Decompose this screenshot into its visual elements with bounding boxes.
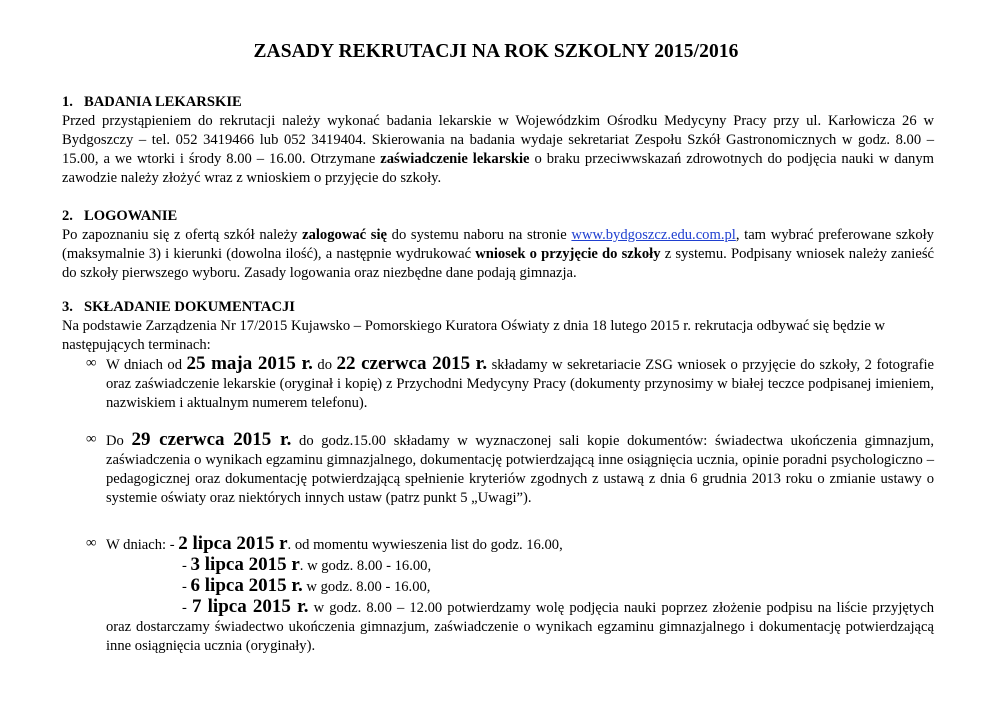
paragraph-bold-text: zaświadczenie lekarskie xyxy=(380,151,530,167)
bullet-icon: ∞ xyxy=(86,431,97,447)
item-text: w godz. 8.00 – 12.00 potwierdzamy wolę podjęcia nauki poprzez złożenie podpisu na liście przyjętych oraz dostarczamy świadectwo ukończenia gimnazjum, zaświadczenie o wynikach egzaminu gimnazjalnego i dokumentację potwierdzającą inne osiągnięcia ucznia (oryginały). xyxy=(106,600,934,654)
section-number: 3. xyxy=(62,299,73,315)
list-item-text xyxy=(106,430,934,508)
paragraph-text: o braku przeciwwskazań zdrowotnych do podjęcia nauki w danym zawodzie należy złożyć wraz z wnioskiem o przyjęcie do szkoły. xyxy=(62,151,934,186)
paragraph-bold-text: wniosek o przyjęcie do szkoły xyxy=(475,246,661,262)
item-text: - xyxy=(182,579,191,595)
section-paragraph xyxy=(62,112,934,188)
list-item xyxy=(86,430,934,508)
page-title: ZASADY REKRUTACJI NA ROK SZKOLNY 2015/2016 xyxy=(253,41,739,62)
list-item-text xyxy=(106,354,934,413)
section-title: LOGOWANIE xyxy=(84,208,178,224)
item-text: - xyxy=(182,600,192,616)
paragraph-bold-text: zalogować się xyxy=(302,227,387,243)
item-text: . od momentu wywieszenia list do godz. 16.00, xyxy=(287,537,563,553)
list-item-text xyxy=(106,534,934,656)
date-highlight: 2 lipca 2015 r xyxy=(178,533,288,554)
item-text: W dniach od xyxy=(106,357,187,373)
bullet-icon: ∞ xyxy=(86,355,97,371)
item-text: - xyxy=(182,558,191,574)
paragraph-text: , tam wybrać preferowane szkoły (maksymalnie 3) i kierunki (dowolna ilość), a następnie wydrukować xyxy=(62,227,934,262)
section-paragraph xyxy=(62,226,934,283)
section-heading xyxy=(62,298,934,317)
recruitment-website-link[interactable]: www.bydgoszcz.edu.com.pl xyxy=(571,227,736,243)
section-number: 2. xyxy=(62,208,73,224)
date-highlight: 29 czerwca 2015 r. xyxy=(131,429,292,450)
section-medical-exams xyxy=(62,93,934,188)
item-text: składamy w sekretariacie ZSG wniosek o przyjęcie do szkoły, 2 fotografie oraz zaświadczenie lekarskie (oryginał i kopię) z Przychodni Medycyny Pracy (dokumenty przynosimy w białej teczce podpisanej imieniem, nazwiskiem i aktualnym numerem telefonu). xyxy=(106,357,935,411)
section-intro: Na podstawie Zarządzenia Nr 17/2015 Kujawsko – Pomorskiego Kuratora Oświaty z dnia 18 lutego 2015 r. rekrutacja odbywać się będzie w następujących terminach: xyxy=(62,318,886,353)
paragraph-text: z systemu. Podpisany wniosek należy zanieść do szkoły pierwszego wyboru. Zasady logowania oraz niezbędne dane podają gimnazja. xyxy=(62,246,934,281)
date-line xyxy=(106,534,934,555)
date-highlight: 25 maja 2015 r. xyxy=(186,353,313,374)
bullet-icon: ∞ xyxy=(86,535,97,551)
paragraph-text: Po zapoznaniu się z ofertą szkół należy xyxy=(62,227,303,243)
item-text: do godz.15.00 składamy w wyznaczonej sali kopie dokumentów: świadectwa ukończenia gimnazjum, zaświadczenia o wynikach egzaminu gimnazjalnego, dokumentację potwierdzającą inne osiągnięcia ucznia, opinie poradni psychologiczno – pedagogicznej oraz dokumentację potwierdzającą spełnienie kryteriów zgodnych z ustawą z dnia 6 grudnia 2013 roku o zmianie ustawy o systemie oświaty oraz niektórych innych ustaw (patrz punkt 5 „Uwagi”). xyxy=(106,433,934,506)
section-documents xyxy=(62,298,934,678)
item-text: - xyxy=(169,537,179,553)
section-title: SKŁADANIE DOKUMENTACJI xyxy=(84,299,295,315)
item-text: Do xyxy=(106,433,132,449)
date-line xyxy=(182,576,934,597)
date-highlight: 6 lipca 2015 r. xyxy=(190,575,303,596)
date-highlight: 22 czerwca 2015 r. xyxy=(336,353,488,374)
section-title: BADANIA LEKARSKIE xyxy=(84,94,242,110)
item-text: w godz. 8.00 - 16.00, xyxy=(302,579,431,595)
paragraph-text: Przed przystąpieniem do rekrutacji należy wykonać badania lekarskie w Wojewódzkim Ośrodku Medycyny Pracy przy ul. Karłowicza 26 w Bydgoszczy – tel. 052 3419466 lub 052 3419404. Skierowania na badania wydaje sekretariat Zespołu Szkół Gastronomicznych w godz. 8.00 – 15.00, a we wtorki i środy 8.00 – 16.00. Otrzymane xyxy=(62,113,934,167)
section-number: 1. xyxy=(62,94,73,110)
date-highlight: 7 lipca 2015 r. xyxy=(191,596,309,617)
list-item xyxy=(86,354,934,413)
section-login xyxy=(62,207,934,283)
date-highlight: 3 lipca 2015 r xyxy=(190,554,300,575)
item-text: W dniach: xyxy=(106,537,170,553)
section-heading xyxy=(62,207,934,226)
date-line xyxy=(182,555,934,576)
list-item xyxy=(86,534,934,656)
item-text: . w godz. 8.00 - 16.00, xyxy=(299,558,432,574)
date-line xyxy=(106,597,934,656)
section-heading xyxy=(62,93,934,112)
paragraph-text: do systemu naboru na stronie xyxy=(387,227,572,243)
item-text: do xyxy=(312,357,337,373)
